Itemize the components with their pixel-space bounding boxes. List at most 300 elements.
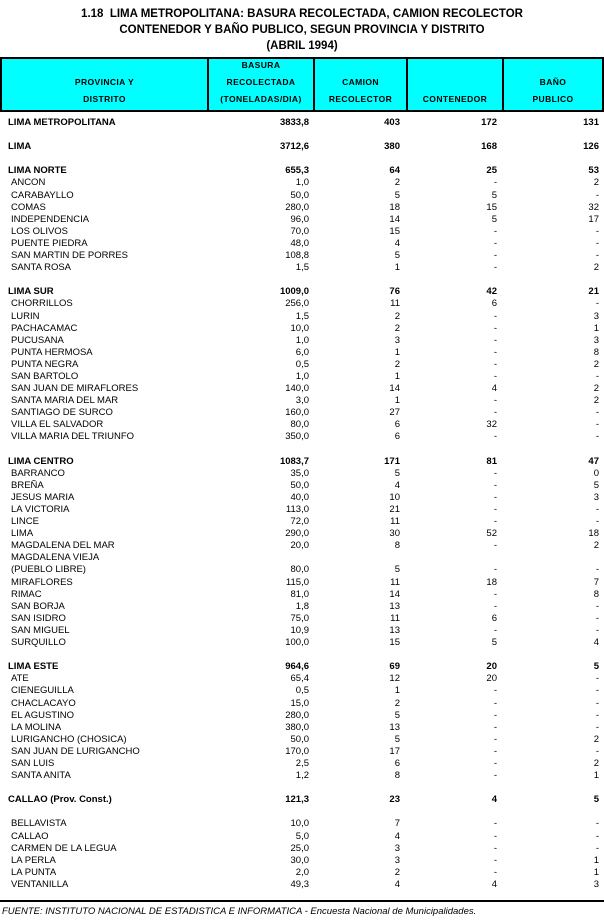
value-cell: 11: [390, 516, 400, 528]
value-cell: 17: [588, 213, 599, 225]
value-cell: -: [493, 757, 497, 769]
district-label: SAN BORJA: [11, 600, 65, 612]
value-cell: 23: [389, 794, 400, 806]
district-label: PUENTE PIEDRA: [11, 237, 88, 249]
value-cell: 256,0: [285, 298, 309, 310]
value-cell: 69: [389, 661, 400, 673]
district-row: [0, 746, 604, 758]
district-row: [0, 262, 604, 274]
value-cell: -: [595, 370, 599, 382]
value-cell: 11: [390, 298, 400, 310]
value-cell: -: [493, 322, 497, 334]
col-header-line: [408, 59, 502, 75]
value-cell: 8: [593, 346, 599, 358]
value-cell: 3: [394, 854, 400, 866]
value-cell: 12: [389, 673, 400, 685]
col-header-line: BAÑO: [539, 77, 567, 87]
col-header-line: BASURA: [241, 60, 281, 70]
value-cell: 3: [593, 310, 599, 322]
value-cell: 140,0: [285, 383, 309, 395]
district-row: [0, 710, 604, 722]
value-cell: 2: [593, 262, 599, 274]
district-label: SAN JUAN DE MIRAFLORES: [11, 383, 139, 395]
value-cell: 8: [593, 588, 599, 600]
value-cell: 52: [486, 528, 497, 540]
value-cell: -: [493, 225, 497, 237]
section-row: [0, 794, 604, 806]
section-row: [0, 286, 604, 298]
value-cell: 5: [491, 189, 497, 201]
col-header-line: RECOLECTOR: [328, 94, 393, 104]
district-label: SAN JUAN DE LURIGANCHO: [11, 745, 140, 757]
spacer-row: [0, 444, 604, 456]
district-label: CARABAYLLO: [11, 189, 74, 201]
value-cell: 5: [593, 479, 599, 491]
value-cell: 5: [394, 733, 400, 745]
district-row: [0, 335, 604, 347]
value-cell: 20,0: [290, 540, 309, 552]
value-cell: 4: [491, 878, 497, 890]
value-cell: -: [595, 721, 599, 733]
district-row: [0, 214, 604, 226]
value-cell: 1: [593, 866, 599, 878]
district-label: CHORRILLOS: [11, 298, 73, 310]
value-cell: 4: [394, 878, 400, 890]
value-cell: 10: [389, 491, 400, 503]
value-cell: 3: [394, 842, 400, 854]
district-label: SANTIAGO DE SURCO: [11, 407, 113, 419]
district-label: INDEPENDENCIA: [11, 213, 90, 225]
col-header-line: RECOLECTADA: [226, 77, 296, 87]
district-label: CALLAO: [11, 830, 49, 842]
value-cell: -: [595, 504, 599, 515]
value-cell: 108,8: [285, 250, 309, 262]
value-cell: -: [493, 624, 497, 636]
district-row: [0, 673, 604, 685]
spacer-row: [0, 649, 604, 661]
value-cell: 50,0: [290, 479, 309, 491]
value-cell: 13: [389, 721, 400, 733]
value-cell: 4: [491, 383, 497, 395]
value-cell: 1,2: [295, 770, 309, 782]
value-cell: 75,0: [290, 612, 309, 624]
value-cell: 3: [593, 334, 599, 346]
value-cell: -: [595, 419, 599, 431]
value-cell: 2: [394, 310, 400, 322]
value-cell: 290,0: [285, 528, 309, 540]
value-cell: -: [493, 491, 497, 503]
value-cell: 131: [583, 117, 599, 128]
value-cell: [207, 552, 313, 564]
value-cell: 5: [593, 661, 599, 673]
value-cell: 3833,8: [279, 117, 309, 128]
value-cell: -: [493, 346, 497, 358]
district-label: CHACLACAYO: [11, 697, 76, 709]
value-cell: -: [493, 177, 497, 189]
district-label: LA MOLINA: [11, 721, 62, 733]
value-cell: -: [595, 225, 599, 237]
value-cell: -: [493, 540, 497, 552]
district-label: LURIN: [11, 310, 40, 322]
section-label: LIMA CENTRO: [8, 455, 74, 467]
title-line-3: (ABRIL 1994): [266, 40, 338, 52]
spacer-row: [0, 274, 604, 286]
district-row: [0, 734, 604, 746]
value-cell: 32: [588, 201, 599, 213]
district-label: SAN LUIS: [11, 757, 55, 769]
value-cell: 25: [486, 165, 497, 177]
value-cell: 3: [593, 878, 599, 890]
value-cell: -: [493, 262, 497, 274]
value-cell: -: [595, 673, 599, 685]
district-label: PUNTA NEGRA: [11, 358, 79, 370]
value-cell: 72,0: [290, 516, 309, 528]
value-cell: 2: [394, 866, 400, 878]
value-cell: 5: [491, 213, 497, 225]
value-cell: 17: [389, 745, 400, 757]
value-cell: -: [493, 721, 497, 733]
value-cell: 380,0: [285, 721, 309, 733]
district-row: [0, 516, 604, 528]
value-cell: 5: [394, 467, 400, 479]
value-cell: 47: [588, 455, 599, 467]
value-cell: 2: [593, 540, 599, 552]
value-cell: 48,0: [290, 237, 309, 249]
district-label: SANTA MARIA DEL MAR: [11, 395, 119, 407]
value-cell: 171: [384, 455, 400, 467]
value-cell: 50,0: [290, 189, 309, 201]
value-cell: -: [493, 370, 497, 382]
value-cell: 115,0: [285, 576, 309, 588]
district-row: [0, 359, 604, 371]
district-label: LA VICTORIA: [11, 504, 70, 515]
value-cell: 7: [593, 576, 599, 588]
district-row: [0, 867, 604, 879]
district-row: [0, 480, 604, 492]
value-cell: 11: [390, 612, 400, 624]
col-header-bano-publico: [502, 59, 602, 110]
value-cell: 64: [389, 165, 400, 177]
value-cell: 11: [390, 576, 400, 588]
district-row: [0, 589, 604, 601]
value-cell: 6: [491, 298, 497, 310]
district-row: [0, 395, 604, 407]
district-label: SAN MIGUEL: [11, 624, 70, 636]
value-cell: 2: [394, 697, 400, 709]
district-row: [0, 371, 604, 383]
value-cell: 1: [394, 346, 400, 358]
district-label: BARRANCO: [11, 467, 65, 479]
value-cell: -: [595, 685, 599, 697]
value-cell: -: [595, 600, 599, 612]
value-cell: -: [595, 298, 599, 310]
section-row: [0, 165, 604, 177]
district-row: [0, 637, 604, 649]
district-row: [0, 407, 604, 419]
district-row: [0, 528, 604, 540]
district-label: CARMEN DE LA LEGUA: [11, 842, 117, 854]
value-cell: -: [493, 854, 497, 866]
value-cell: 2: [593, 733, 599, 745]
value-cell: -: [493, 504, 497, 515]
value-cell: 53: [588, 165, 599, 177]
value-cell: 403: [384, 117, 400, 128]
section-label: LIMA SUR: [8, 286, 54, 298]
district-row: [0, 190, 604, 202]
value-cell: 5,0: [295, 830, 309, 842]
district-row: [0, 613, 604, 625]
source-note: FUENTE: INSTITUTO NACIONAL DE ESTADISTICA E INFORMATICA - Encuesta Nacional de Municipalidades.: [2, 906, 477, 917]
district-row: [0, 625, 604, 637]
value-cell: 10,0: [290, 322, 309, 334]
value-cell: 1: [394, 395, 400, 407]
value-cell: 15: [389, 637, 400, 649]
value-cell: 5: [593, 794, 599, 806]
value-cell: 172: [481, 117, 497, 128]
value-cell: -: [595, 237, 599, 249]
district-row: [0, 540, 604, 552]
value-cell: 1009,0: [279, 286, 309, 298]
table-header: [0, 57, 604, 112]
value-cell: [502, 552, 602, 564]
value-cell: [313, 552, 406, 564]
value-cell: 280,0: [285, 709, 309, 721]
value-cell: 81,0: [290, 588, 309, 600]
district-label: LURIGANCHO (CHOSICA): [11, 733, 127, 745]
district-row: [0, 843, 604, 855]
value-cell: 350,0: [285, 431, 309, 443]
value-cell: 4: [394, 237, 400, 249]
value-cell: 280,0: [285, 201, 309, 213]
district-row: [0, 879, 604, 891]
col-header-camion-recolector: [313, 59, 406, 110]
district-row: [0, 298, 604, 310]
col-header-line: [504, 59, 602, 74]
section-row: [0, 661, 604, 673]
value-cell: 20: [486, 673, 497, 685]
district-row: [0, 831, 604, 843]
district-row: [0, 250, 604, 262]
value-cell: -: [493, 745, 497, 757]
value-cell: -: [493, 407, 497, 419]
value-cell: 0,5: [295, 358, 309, 370]
section-row: [0, 456, 604, 468]
district-label: MAGDALENA VIEJA: [11, 552, 100, 564]
value-cell: 113,0: [285, 504, 309, 515]
value-cell: 1,0: [295, 370, 309, 382]
value-cell: 15: [389, 225, 400, 237]
section-label: LIMA METROPOLITANA: [8, 117, 116, 128]
value-cell: 121,3: [285, 794, 309, 806]
value-cell: 6: [491, 612, 497, 624]
value-cell: 7: [394, 818, 400, 830]
value-cell: 32: [486, 419, 497, 431]
district-label: ATE: [11, 673, 29, 685]
value-cell: 6: [394, 419, 400, 431]
district-row: [0, 564, 604, 576]
value-cell: -: [493, 310, 497, 322]
value-cell: 0: [593, 467, 599, 479]
value-cell: 4: [394, 830, 400, 842]
value-cell: -: [493, 467, 497, 479]
value-cell: 8: [394, 540, 400, 552]
district-label: ANCON: [11, 177, 46, 189]
value-cell: -: [595, 818, 599, 830]
value-cell: 126: [583, 141, 599, 153]
col-header-line: CONTENEDOR: [422, 94, 488, 104]
value-cell: 14: [389, 213, 400, 225]
value-cell: 80,0: [290, 564, 309, 576]
value-cell: 15: [486, 201, 497, 213]
value-cell: 5: [394, 564, 400, 576]
value-cell: -: [493, 479, 497, 491]
col-header-line: [315, 59, 406, 74]
section-row: [0, 141, 604, 153]
value-cell: 2: [394, 177, 400, 189]
district-row: [0, 698, 604, 710]
value-cell: 1: [593, 322, 599, 334]
value-cell: 1: [593, 854, 599, 866]
value-cell: 0,5: [295, 685, 309, 697]
district-label: PUCUSANA: [11, 334, 64, 346]
spacer-row: [0, 806, 604, 818]
district-label: PACHACAMAC: [11, 322, 78, 334]
district-label: LIMA: [11, 528, 34, 540]
col-header-provincia-distrito: [2, 59, 207, 110]
value-cell: -: [493, 516, 497, 528]
value-cell: 13: [389, 624, 400, 636]
value-cell: 76: [389, 286, 400, 298]
value-cell: 655,3: [285, 165, 309, 177]
district-label: BREÑA: [11, 479, 44, 491]
value-cell: 25,0: [290, 842, 309, 854]
value-cell: 65,4: [290, 673, 309, 685]
district-label: SANTA ROSA: [11, 262, 72, 274]
value-cell: 1: [593, 770, 599, 782]
value-cell: 160,0: [285, 407, 309, 419]
value-cell: 3: [394, 334, 400, 346]
section-row: [0, 117, 604, 129]
district-label: VENTANILLA: [11, 878, 69, 890]
value-cell: 30,0: [290, 854, 309, 866]
col-header-basura-recolectada: [207, 59, 313, 110]
district-row: [0, 323, 604, 335]
value-cell: -: [493, 564, 497, 576]
district-row: [0, 770, 604, 782]
district-row: [0, 468, 604, 480]
section-label: LIMA: [8, 141, 32, 153]
value-cell: 1: [394, 262, 400, 274]
value-cell: 21: [389, 504, 400, 515]
value-cell: 96,0: [290, 213, 309, 225]
district-label: COMAS: [11, 201, 46, 213]
col-header-line: DISTRITO: [83, 94, 126, 104]
district-row: [0, 177, 604, 189]
spacer-row: [0, 153, 604, 165]
district-row: [0, 818, 604, 830]
value-cell: 3,0: [295, 395, 309, 407]
value-cell: 4: [491, 794, 497, 806]
col-header-contenedor: [406, 59, 502, 110]
section-label: CALLAO (Prov. Const.): [8, 794, 112, 806]
district-label: EL AGUSTINO: [11, 709, 74, 721]
district-row: [0, 419, 604, 431]
value-cell: -: [595, 431, 599, 443]
spacer-row: [0, 129, 604, 141]
value-cell: -: [595, 250, 599, 262]
value-cell: 15,0: [290, 697, 309, 709]
value-cell: -: [493, 685, 497, 697]
value-cell: 20: [486, 661, 497, 673]
district-label: SAN BARTOLO: [11, 370, 79, 382]
district-row: [0, 202, 604, 214]
value-cell: 40,0: [290, 491, 309, 503]
value-cell: 2: [593, 383, 599, 395]
value-cell: 6: [394, 757, 400, 769]
district-label: JESUS MARIA: [11, 491, 75, 503]
value-cell: 14: [389, 588, 400, 600]
district-label: SAN ISIDRO: [11, 612, 66, 624]
value-cell: -: [493, 600, 497, 612]
value-cell: -: [493, 431, 497, 443]
value-cell: -: [493, 588, 497, 600]
value-cell: -: [595, 697, 599, 709]
value-cell: -: [595, 842, 599, 854]
district-row: [0, 685, 604, 697]
value-cell: [406, 552, 502, 564]
value-cell: 5: [491, 637, 497, 649]
value-cell: 1,0: [295, 177, 309, 189]
district-label: SAN MARTIN DE PORRES: [11, 250, 129, 262]
value-cell: 3: [593, 491, 599, 503]
value-cell: 81: [486, 455, 497, 467]
value-cell: 2,0: [295, 866, 309, 878]
district-row: [0, 504, 604, 516]
spacer-row: [0, 782, 604, 794]
value-cell: 2: [593, 395, 599, 407]
value-cell: 18: [588, 528, 599, 540]
value-cell: 10,9: [290, 624, 309, 636]
district-label: PUNTA HERMOSA: [11, 346, 93, 358]
value-cell: -: [493, 334, 497, 346]
district-row: [0, 238, 604, 250]
district-label: MAGDALENA DEL MAR: [11, 540, 115, 552]
district-label: LINCE: [11, 516, 39, 528]
value-cell: 80,0: [290, 419, 309, 431]
district-row: [0, 347, 604, 359]
value-cell: -: [595, 516, 599, 528]
district-label: RIMAC: [11, 588, 42, 600]
value-cell: 2: [394, 358, 400, 370]
value-cell: -: [595, 189, 599, 201]
col-header-line: (TONELADAS/DIA): [220, 94, 302, 104]
value-cell: -: [493, 709, 497, 721]
value-cell: 2: [394, 322, 400, 334]
value-cell: 5: [394, 250, 400, 262]
district-label: SURQUILLO: [11, 637, 66, 649]
value-cell: 2,5: [295, 757, 309, 769]
district-row: [0, 758, 604, 770]
value-cell: 1,5: [295, 310, 309, 322]
district-row: [0, 492, 604, 504]
value-cell: 2: [593, 358, 599, 370]
value-cell: 21: [588, 286, 599, 298]
value-cell: 30: [389, 528, 400, 540]
district-label: SANTA ANITA: [11, 770, 71, 782]
table-title: [0, 0, 604, 54]
value-cell: 3712,6: [279, 141, 309, 153]
district-row: [0, 552, 604, 564]
